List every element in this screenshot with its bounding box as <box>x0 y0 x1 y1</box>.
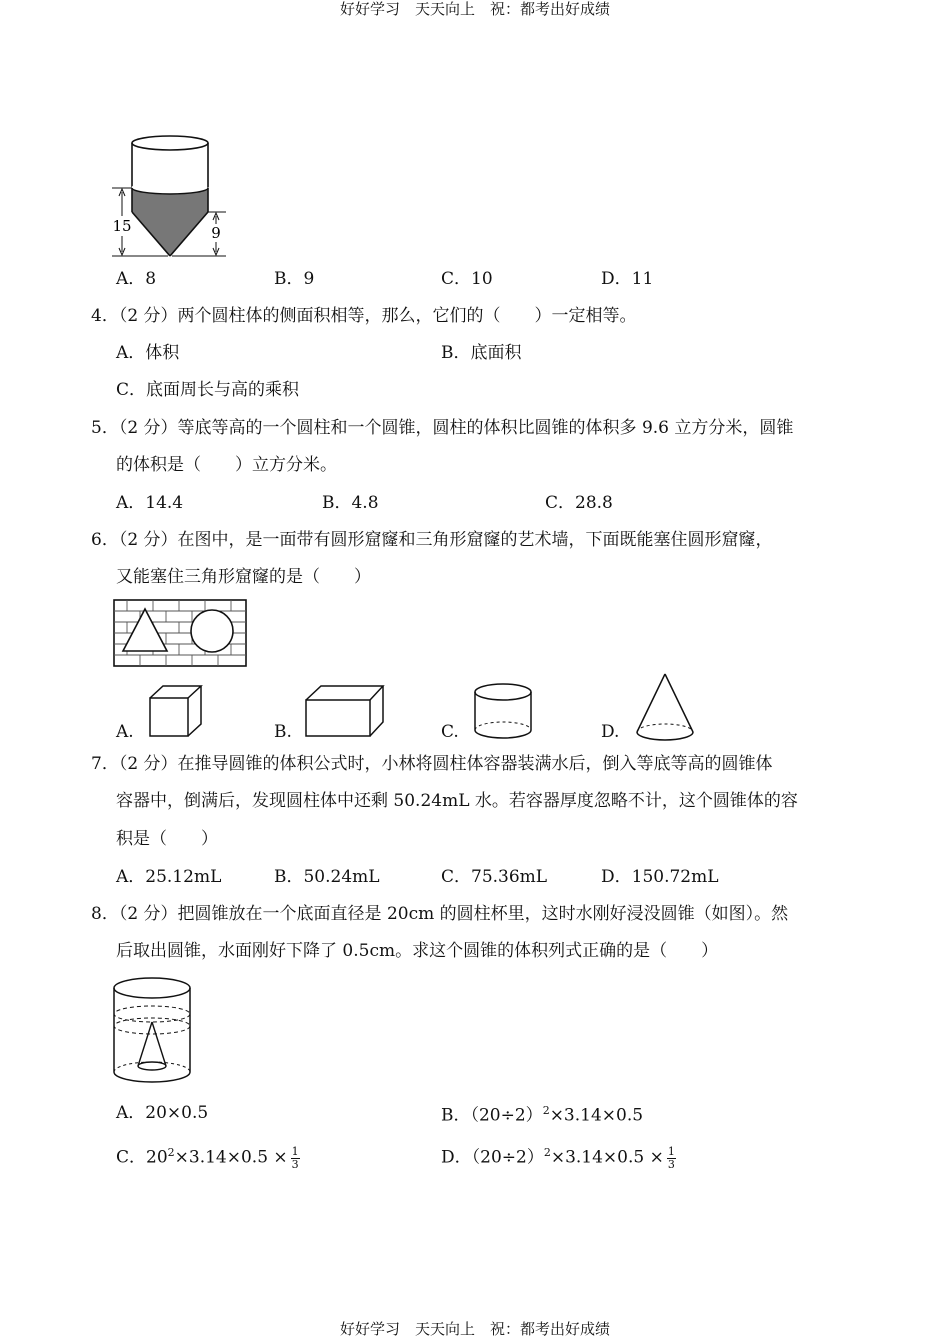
q7-stem-line2: 容器中，倒满后，发现圆柱体中还剩 50.24mL 水。若容器厚度忽略不计，这个圆锥体的容 <box>116 791 798 811</box>
brick-wall-figure <box>113 599 247 667</box>
q6-stem-line2: 又能塞住三角形窟窿的是（ ） <box>116 567 371 587</box>
fraction-denominator: 3 <box>291 1157 299 1171</box>
q8-stem-line2: 后取出圆锥，水面刚好下降了 0.5cm。求这个圆锥的体积列式正确的是（ ） <box>116 941 719 961</box>
q3-option-d[interactable]: D．11 <box>601 269 654 289</box>
container-figure <box>108 130 221 262</box>
q6-option-c[interactable]: C. <box>441 722 459 742</box>
q3-option-a[interactable]: A．8 <box>116 269 157 289</box>
q5-option-c[interactable]: C．28.8 <box>545 493 613 513</box>
q3-option-b[interactable]: B．9 <box>274 269 315 289</box>
page-header: 好好学习 天天向上 祝：都考出好成绩 <box>339 0 610 18</box>
q5-option-b[interactable]: B．4.8 <box>322 493 379 513</box>
cube-icon[interactable] <box>148 684 204 740</box>
q6-stem-line1: 6．（2 分）在图中，是一面带有圆形窟窿和三角形窟窿的艺术墙，下面既能塞住圆形窟窿， <box>91 530 773 550</box>
page-footer: 好好学习 天天向上 祝：都考出好成绩 <box>339 1320 610 1338</box>
q8-option-c-pre: C．20 <box>116 1147 168 1168</box>
q7-option-c[interactable]: C．75.36mL <box>441 867 548 887</box>
q8-option-d-pre: D．（20÷2） <box>441 1147 544 1168</box>
q8-option-a[interactable]: A．20×0.5 <box>116 1103 209 1123</box>
one-third-fraction <box>291 1146 300 1170</box>
q5-option-a[interactable]: A．14.4 <box>116 493 184 513</box>
q8-option-b-pre: B．（20÷2） <box>441 1105 543 1126</box>
q4-option-b[interactable]: B．底面积 <box>441 343 522 363</box>
dim-label-9: 9 <box>211 224 221 242</box>
fraction-numerator: 1 <box>667 1145 675 1158</box>
q8-option-b-post: ×3.14×0.5 <box>549 1105 644 1126</box>
cuboid-icon[interactable] <box>304 684 386 740</box>
q7-option-a[interactable]: A．25.12mL <box>116 867 222 887</box>
q6-option-d[interactable]: D. <box>601 722 620 742</box>
fraction-numerator: 1 <box>291 1145 299 1158</box>
q6-option-a[interactable]: A. <box>116 722 134 742</box>
dim-label-15: 15 <box>112 217 132 235</box>
q8-option-c-post: ×3.14×0.5 × <box>174 1147 288 1168</box>
q4-option-c[interactable]: C．底面周长与高的乘积 <box>116 380 300 400</box>
circle-hole <box>191 610 233 652</box>
fraction-denominator: 3 <box>667 1157 675 1171</box>
q8-option-d-post: ×3.14×0.5 × <box>550 1147 664 1168</box>
q4-stem: 4．（2 分）两个圆柱体的侧面积相等，那么，它们的（ ）一定相等。 <box>91 306 637 326</box>
q7-option-b[interactable]: B．50.24mL <box>274 867 380 887</box>
cone-icon[interactable] <box>634 672 696 744</box>
q8-option-d-exp: 2 <box>543 1145 551 1159</box>
q8-option-b-exp: 2 <box>542 1104 550 1117</box>
cylinder-icon[interactable] <box>472 682 534 742</box>
q4-option-a[interactable]: A．体积 <box>116 343 180 363</box>
q5-stem-line1: 5．（2 分）等底等高的一个圆柱和一个圆锥，圆柱的体积比圆锥的体积多 9.6 立方分米，圆锥 <box>91 418 794 438</box>
q8-option-c[interactable] <box>116 1146 300 1170</box>
cone-in-cup-figure <box>110 976 194 1088</box>
q8-option-b[interactable] <box>441 1105 643 1125</box>
q8-option-c-exp: 2 <box>167 1145 175 1159</box>
q7-stem-line3: 积是（ ） <box>116 829 218 849</box>
q5-stem-line2: 的体积是（ ）立方分米。 <box>116 455 337 475</box>
q8-option-d[interactable] <box>441 1146 676 1170</box>
q7-stem-line1: 7．（2 分）在推导圆锥的体积公式时，小林将圆柱体容器装满水后，倒入等底等高的圆锥体 <box>91 754 773 774</box>
q8-stem-line1: 8．（2 分）把圆锥放在一个底面直径是 20cm 的圆柱杯里，这时水刚好浸没圆锥（如图）。然 <box>91 904 789 924</box>
one-third-fraction <box>667 1146 676 1170</box>
q3-option-c[interactable]: C．10 <box>441 269 493 289</box>
q7-option-d[interactable]: D．150.72mL <box>601 867 719 887</box>
q6-option-b[interactable]: B. <box>274 722 292 742</box>
